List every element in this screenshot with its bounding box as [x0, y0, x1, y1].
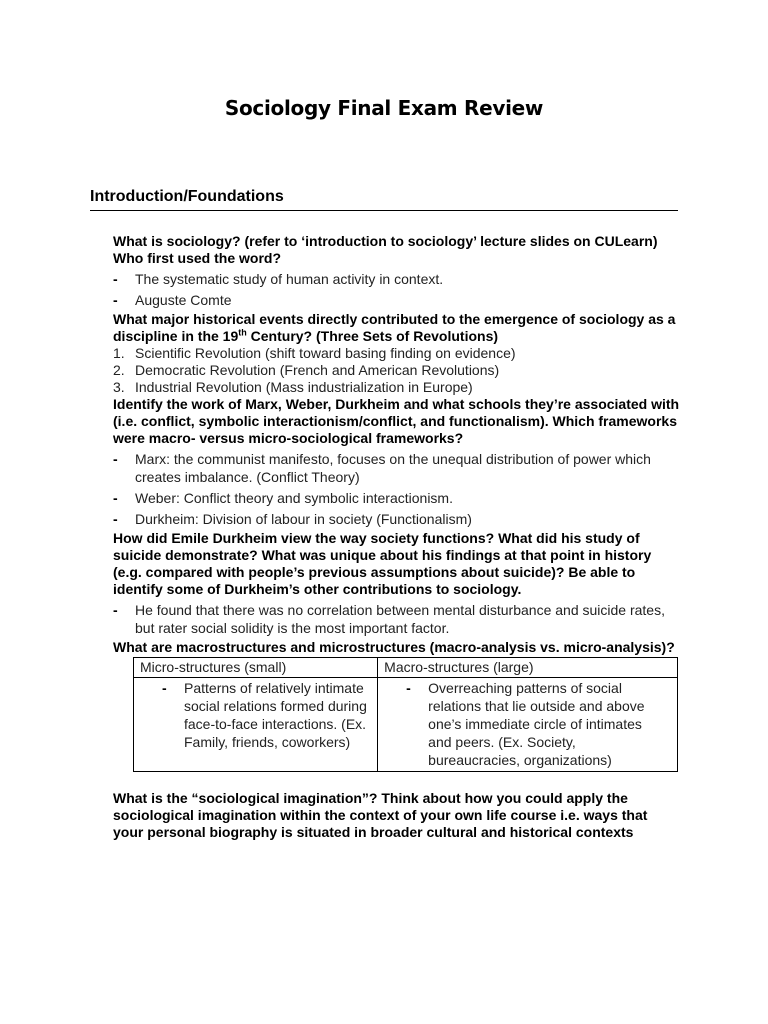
list-item: - Auguste Comte	[113, 292, 232, 308]
table-row	[134, 678, 678, 772]
bullet-dash-icon: -	[162, 680, 167, 696]
section-heading: Introduction/Foundations	[90, 188, 284, 205]
list-item: 3. Industrial Revolution (Mass industrialization in Europe)	[113, 379, 473, 395]
bullet-dash-icon: -	[113, 292, 118, 308]
question-4: How did Emile Durkheim view the way society functions? What did his study of suicide demonstrate? What was unique about his findings at that point in history (e.g. compared with people’s previous assumptions about suicide)? Be able to identify some of Durkheim’s other contributions to sociology.	[113, 530, 652, 597]
question-6: What is the “sociological imagination”? Think about how you could apply the sociological imagination within the context of your own life course i.e. ways that your personal biography is situated in broader cultural and historical contexts	[113, 790, 648, 840]
question-3: Identify the work of Marx, Weber, Durkheim and what schools they’re associated with (i.e. conflict, symbolic interactionism/conflict, and functionalism). Which frameworks were macro- versus micro-sociological frameworks?	[113, 396, 680, 446]
list-item: - He found that there was no correlation between mental disturbance and suicide rates, but rater social solidity is the most important factor.	[113, 602, 665, 636]
table-header-row	[134, 658, 678, 678]
list-item: 2. Democratic Revolution (French and American Revolutions)	[113, 362, 500, 378]
list-item: - The systematic study of human activity in context.	[113, 271, 444, 287]
bullet-dash-icon: -	[113, 451, 118, 467]
section-divider	[90, 210, 678, 211]
page-title: Sociology Final Exam Review	[224, 96, 544, 120]
bullet-dash-icon: -	[113, 511, 118, 527]
bullet-dash-icon: -	[113, 602, 118, 618]
list-item: - Weber: Conflict theory and symbolic interactionism.	[113, 490, 453, 506]
list-item: - Durkheim: Division of labour in society (Functionalism)	[113, 511, 472, 527]
question-2: What major historical events directly contributed to the emergence of sociology as a discipline in the 19th Century? (Three Sets of Revolutions)	[113, 311, 676, 344]
document-body	[113, 233, 681, 841]
table-header: Macro-structures (large)	[378, 658, 678, 678]
table-cell: - Overreaching patterns of social relations that lie outside and above one’s immediate circle of intimates and peers. (Ex. Society, bureaucracies, organizations)	[378, 678, 678, 772]
list-item: - Marx: the communist manifesto, focuses on the unequal distribution of power which creates imbalance. (Conflict Theory)	[113, 451, 651, 485]
bullet-dash-icon: -	[113, 490, 118, 506]
table-header: Micro-structures (small)	[134, 658, 378, 678]
question-5: What are macrostructures and microstructures (macro-analysis vs. micro-analysis)?	[113, 639, 675, 655]
question-1: What is sociology? (refer to ‘introduction to sociology’ lecture slides on CULearn) Who first used the word?	[113, 233, 658, 266]
structures-table	[133, 657, 678, 772]
list-item: 1. Scientific Revolution (shift toward basing finding on evidence)	[113, 345, 516, 361]
table-cell: - Patterns of relatively intimate social relations formed during face-to-face interactions. (Ex. Family, friends, coworkers)	[134, 678, 378, 772]
bullet-dash-icon: -	[113, 271, 118, 287]
bullet-dash-icon: -	[406, 680, 411, 696]
